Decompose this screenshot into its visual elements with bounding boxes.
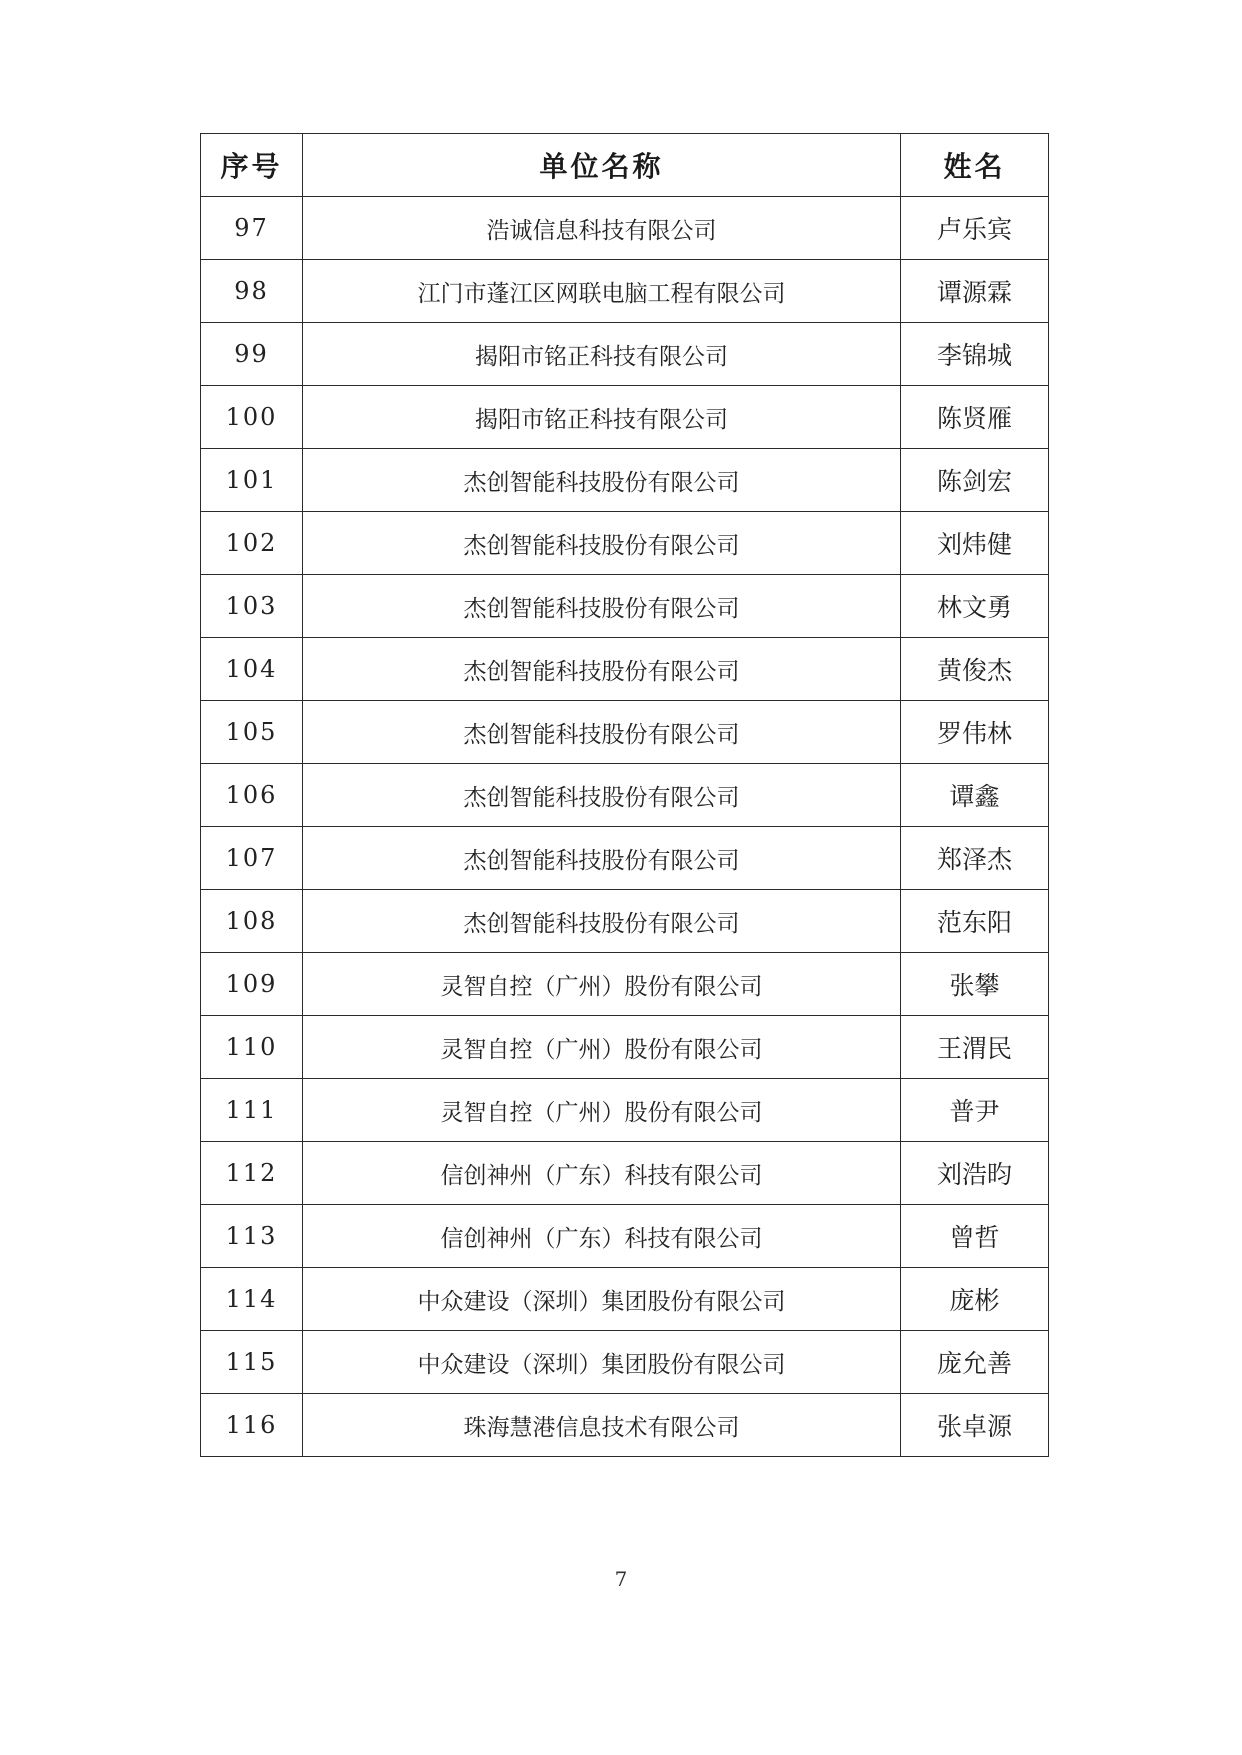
table-row bbox=[201, 449, 1049, 512]
serial-number-cell: 110 bbox=[201, 1016, 303, 1079]
person-name-cell: 王渭民 bbox=[901, 1016, 1049, 1079]
person-name-cell: 李锦城 bbox=[901, 323, 1049, 386]
person-name-cell: 庞彬 bbox=[901, 1268, 1049, 1331]
unit-name-cell: 杰创智能科技股份有限公司 bbox=[303, 701, 901, 764]
unit-name-cell: 杰创智能科技股份有限公司 bbox=[303, 827, 901, 890]
person-name-cell: 卢乐宾 bbox=[901, 197, 1049, 260]
person-name-cell: 刘浩昀 bbox=[901, 1142, 1049, 1205]
unit-name-cell: 信创神州（广东）科技有限公司 bbox=[303, 1205, 901, 1268]
unit-name-cell: 浩诚信息科技有限公司 bbox=[303, 197, 901, 260]
table-row bbox=[201, 1205, 1049, 1268]
table-header-row bbox=[201, 134, 1049, 197]
serial-number-cell: 108 bbox=[201, 890, 303, 953]
serial-number-cell: 107 bbox=[201, 827, 303, 890]
unit-name-cell: 杰创智能科技股份有限公司 bbox=[303, 449, 901, 512]
table-row bbox=[201, 575, 1049, 638]
table-row bbox=[201, 827, 1049, 890]
unit-name-cell: 中众建设（深圳）集团股份有限公司 bbox=[303, 1268, 901, 1331]
table-row bbox=[201, 1016, 1049, 1079]
unit-name-cell: 揭阳市铭正科技有限公司 bbox=[303, 323, 901, 386]
person-name-cell: 罗伟林 bbox=[901, 701, 1049, 764]
person-name-cell: 谭鑫 bbox=[901, 764, 1049, 827]
table-row bbox=[201, 638, 1049, 701]
person-name-cell: 普尹 bbox=[901, 1079, 1049, 1142]
table-row bbox=[201, 386, 1049, 449]
roster-table bbox=[200, 133, 1049, 1457]
serial-number-cell: 100 bbox=[201, 386, 303, 449]
serial-number-cell: 115 bbox=[201, 1331, 303, 1394]
header-serial-number: 序号 bbox=[201, 134, 303, 197]
serial-number-cell: 104 bbox=[201, 638, 303, 701]
unit-name-cell: 杰创智能科技股份有限公司 bbox=[303, 512, 901, 575]
table-row bbox=[201, 323, 1049, 386]
serial-number-cell: 97 bbox=[201, 197, 303, 260]
unit-name-cell: 江门市蓬江区网联电脑工程有限公司 bbox=[303, 260, 901, 323]
serial-number-cell: 98 bbox=[201, 260, 303, 323]
person-name-cell: 陈剑宏 bbox=[901, 449, 1049, 512]
unit-name-cell: 灵智自控（广州）股份有限公司 bbox=[303, 1079, 901, 1142]
roster-body bbox=[201, 197, 1049, 1457]
unit-name-cell: 杰创智能科技股份有限公司 bbox=[303, 890, 901, 953]
table-row bbox=[201, 890, 1049, 953]
serial-number-cell: 103 bbox=[201, 575, 303, 638]
table-row bbox=[201, 512, 1049, 575]
person-name-cell: 黄俊杰 bbox=[901, 638, 1049, 701]
table-row bbox=[201, 197, 1049, 260]
unit-name-cell: 杰创智能科技股份有限公司 bbox=[303, 764, 901, 827]
unit-name-cell: 揭阳市铭正科技有限公司 bbox=[303, 386, 901, 449]
table-row bbox=[201, 764, 1049, 827]
unit-name-cell: 灵智自控（广州）股份有限公司 bbox=[303, 953, 901, 1016]
serial-number-cell: 102 bbox=[201, 512, 303, 575]
serial-number-cell: 113 bbox=[201, 1205, 303, 1268]
person-name-cell: 谭源霖 bbox=[901, 260, 1049, 323]
table-row bbox=[201, 701, 1049, 764]
table-row bbox=[201, 260, 1049, 323]
serial-number-cell: 112 bbox=[201, 1142, 303, 1205]
person-name-cell: 曾哲 bbox=[901, 1205, 1049, 1268]
unit-name-cell: 中众建设（深圳）集团股份有限公司 bbox=[303, 1331, 901, 1394]
table-row bbox=[201, 1394, 1049, 1457]
page-number: 7 bbox=[614, 1567, 628, 1591]
serial-number-cell: 105 bbox=[201, 701, 303, 764]
unit-name-cell: 灵智自控（广州）股份有限公司 bbox=[303, 1016, 901, 1079]
person-name-cell: 张攀 bbox=[901, 953, 1049, 1016]
person-name-cell: 刘炜健 bbox=[901, 512, 1049, 575]
serial-number-cell: 99 bbox=[201, 323, 303, 386]
unit-name-cell: 信创神州（广东）科技有限公司 bbox=[303, 1142, 901, 1205]
serial-number-cell: 114 bbox=[201, 1268, 303, 1331]
unit-name-cell: 杰创智能科技股份有限公司 bbox=[303, 638, 901, 701]
serial-number-cell: 116 bbox=[201, 1394, 303, 1457]
table-row bbox=[201, 1142, 1049, 1205]
person-name-cell: 范东阳 bbox=[901, 890, 1049, 953]
table-row bbox=[201, 1268, 1049, 1331]
person-name-cell: 陈贤雁 bbox=[901, 386, 1049, 449]
serial-number-cell: 111 bbox=[201, 1079, 303, 1142]
person-name-cell: 张卓源 bbox=[901, 1394, 1049, 1457]
person-name-cell: 庞允善 bbox=[901, 1331, 1049, 1394]
table-row bbox=[201, 953, 1049, 1016]
serial-number-cell: 106 bbox=[201, 764, 303, 827]
person-name-cell: 林文勇 bbox=[901, 575, 1049, 638]
table-row bbox=[201, 1331, 1049, 1394]
serial-number-cell: 101 bbox=[201, 449, 303, 512]
table-row bbox=[201, 1079, 1049, 1142]
header-unit-name: 单位名称 bbox=[303, 134, 901, 197]
person-name-cell: 郑泽杰 bbox=[901, 827, 1049, 890]
unit-name-cell: 杰创智能科技股份有限公司 bbox=[303, 575, 901, 638]
header-person-name: 姓名 bbox=[901, 134, 1049, 197]
unit-name-cell: 珠海慧港信息技术有限公司 bbox=[303, 1394, 901, 1457]
serial-number-cell: 109 bbox=[201, 953, 303, 1016]
